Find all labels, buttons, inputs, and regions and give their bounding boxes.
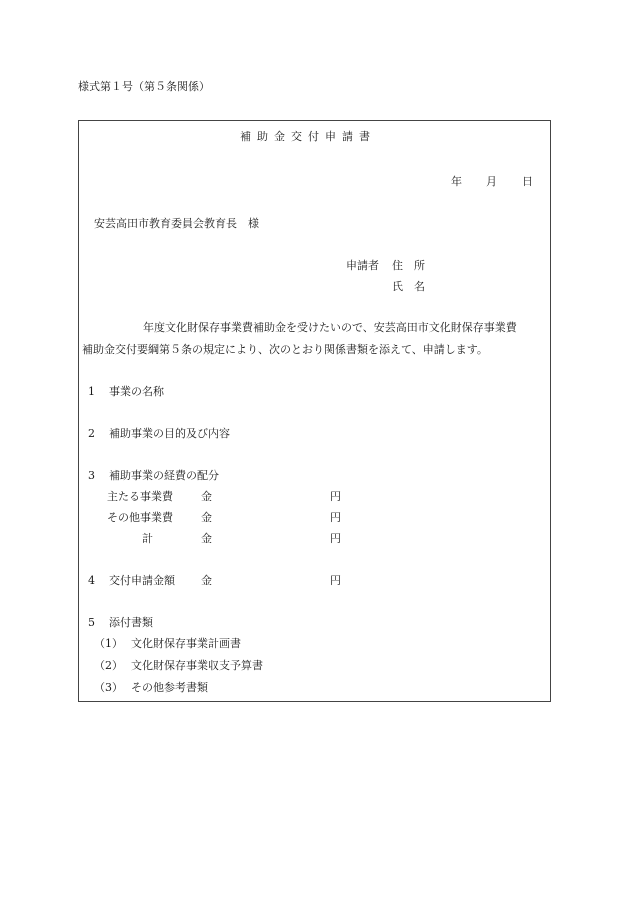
expense-row-label: その他事業費 [107,511,173,524]
attachment-number: （1） [94,637,123,650]
date-day: 日 [522,175,533,188]
attachment-label: その他参考書類 [131,681,208,694]
item-number-2: 2 [88,427,95,440]
expense-row-kin: 金 [201,490,212,503]
attachment-number: （2） [94,659,123,672]
attachment-number: （3） [94,681,123,694]
item-label-project-name: 事業の名称 [109,385,164,398]
expense-row-kin: 金 [201,511,212,524]
attachment-label: 文化財保存事業計画書 [131,637,241,650]
body-text-line-2: 補助金交付要綱第５条の規定により、次のとおり関係書類を添えて、申請します。 [82,343,488,356]
body-text-line-1: 年度文化財保存事業費補助金を受けたいので、安芸高田市文化財保存事業費 [143,321,517,334]
item-number-5: 5 [88,616,95,629]
expense-row-yen: 円 [330,490,341,503]
application-form-frame [78,120,551,702]
date-year: 年 [451,175,462,188]
attachment-label: 文化財保存事業収支予算書 [131,659,263,672]
form-number: 様式第１号（第５条関係） [78,80,210,93]
applicant-name-label: 氏 名 [392,280,425,293]
date-month: 月 [486,175,497,188]
expense-row-yen: 円 [330,532,341,545]
item-label-requested-amount: 交付申請金額 [109,574,175,587]
item-label-purpose: 補助事業の目的及び内容 [109,427,230,440]
expense-row-kin: 金 [201,532,212,545]
item-number-3: 3 [88,469,95,482]
applicant-label: 申請者 [346,259,379,272]
expense-row-yen: 円 [330,511,341,524]
item-label-attachments: 添付書類 [109,616,153,629]
form-title: 補助金交付申請書 [240,130,376,143]
item-number-1: 1 [88,385,95,398]
addressee: 安芸高田市教育委員会教育長 様 [94,217,259,230]
requested-amount-yen: 円 [330,574,341,587]
applicant-address-label: 住 所 [392,259,425,272]
item-number-4: 4 [88,574,95,587]
item-label-expense-allocation: 補助事業の経費の配分 [109,469,219,482]
requested-amount-kin: 金 [201,574,212,587]
expense-row-label: 主たる事業費 [107,490,173,503]
expense-row-label: 計 [142,532,153,545]
